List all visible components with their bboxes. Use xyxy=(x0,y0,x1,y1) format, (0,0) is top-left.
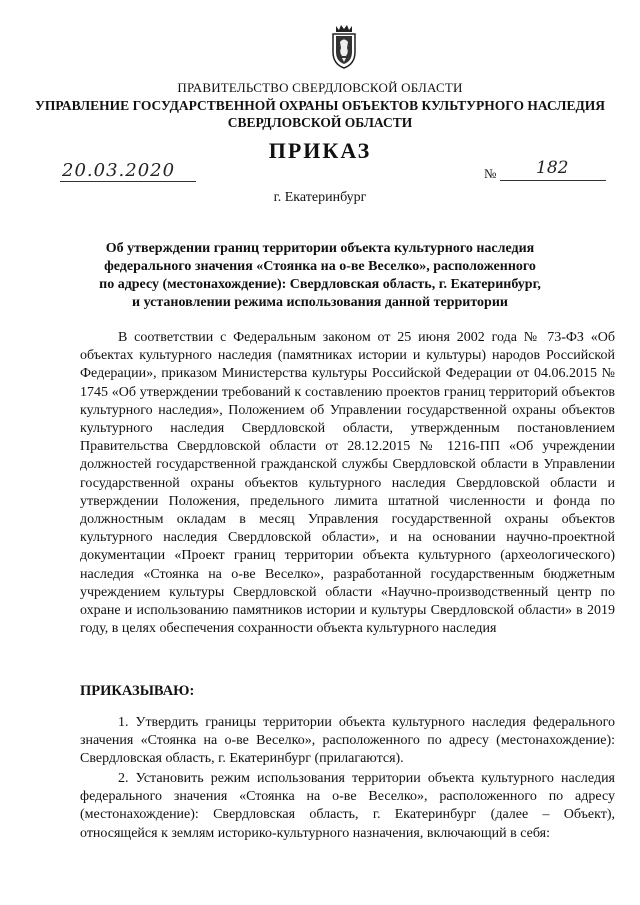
department-title-line1: УПРАВЛЕНИЕ ГОСУДАРСТВЕННОЙ ОХРАНЫ ОБЪЕКТОВ КУЛЬТУРНОГО НАСЛЕДИЯ xyxy=(34,98,606,113)
government-title: ПРАВИТЕЛЬСТВО СВЕРДЛОВСКОЙ ОБЛАСТИ xyxy=(177,80,463,95)
subject-line2: федерального значения «Стоянка на о-ве Веселко», расположенного xyxy=(104,259,536,274)
order-item-2: 2. Установить режим использования территории объекта культурного наследия федерального значения «Стоянка на о-ве Веселко», расположенного по адресу (местонахождение): Свердловская область, г. Екатеринбург (далее – Объект), относящейся к землям историко-культурного назначения, включающий в себя: xyxy=(80,771,615,841)
subject-line1: Об утверждении границ территории объекта культурного наследия xyxy=(105,241,535,256)
number-underline xyxy=(500,180,606,181)
date-underline xyxy=(60,181,196,182)
subject-line4: и установлении режима использования данной территории xyxy=(132,295,508,310)
order-date: 20.03.2020 xyxy=(62,160,176,181)
city: г. Екатеринбург xyxy=(273,190,367,205)
preamble-paragraph: В соответствии с Федеральным законом от 25 июня 2002 года № 73-ФЗ «Об объектах культурного наследия (памятниках истории и культуры) народов Российской Федерации», приказом Министерства культуры Российской Федерации от 04.06.2015 № 1745 «Об утверждении требований к составлению проектов границ территорий объектов культурного наследия», Положением об Управлении государственной охраны объектов культурного наследия Свердловской области, утвержденным постановлением Правительства Свердловской области от 28.12.2015 № 1216-ПП «Об учреждении должностей государственной гражданской службы Свердловской области в Управлении государственной охраны объектов культурного наследия Свердловской области и утверждении Положения, предельного лимита штатной численности и фонда по должностным окладам в месяц Управления государственной охраны объектов культурного наследия Свердловской области», и на основании научно-проектной документации «Проект границ территории объекта культурного (археологического) наследия «Стоянка на о-ве Веселко», разработанной государственным бюджетным учреждением культуры Свердловской области «Научно-производственный центр по охране и использованию памятников истории и культуры Свердловской области» в 2019 году, в целях обеспечения сохранности объекта культурного наследия xyxy=(80,330,615,637)
sverdlovsk-coat-of-arms-icon xyxy=(327,22,361,70)
number-label: № xyxy=(484,166,497,181)
order-number: 182 xyxy=(536,158,569,178)
order-item-1: 1. Утвердить границы территории объекта культурного наследия федерального значения «Стоянка на о-ве Веселко», расположенного по адресу (местонахождение): Свердловская область, г. Екатеринбург (прилагаются). xyxy=(80,715,615,767)
subject-line3: по адресу (местонахождение): Свердловская область, г. Екатеринбург, xyxy=(99,277,541,292)
decree-heading: ПРИКАЗЫВАЮ: xyxy=(80,683,195,699)
department-title-line2: СВЕРДЛОВСКОЙ ОБЛАСТИ xyxy=(227,115,413,130)
order-subject xyxy=(0,240,640,312)
document-type: ПРИКАЗ xyxy=(268,138,372,163)
department-title xyxy=(0,97,640,131)
